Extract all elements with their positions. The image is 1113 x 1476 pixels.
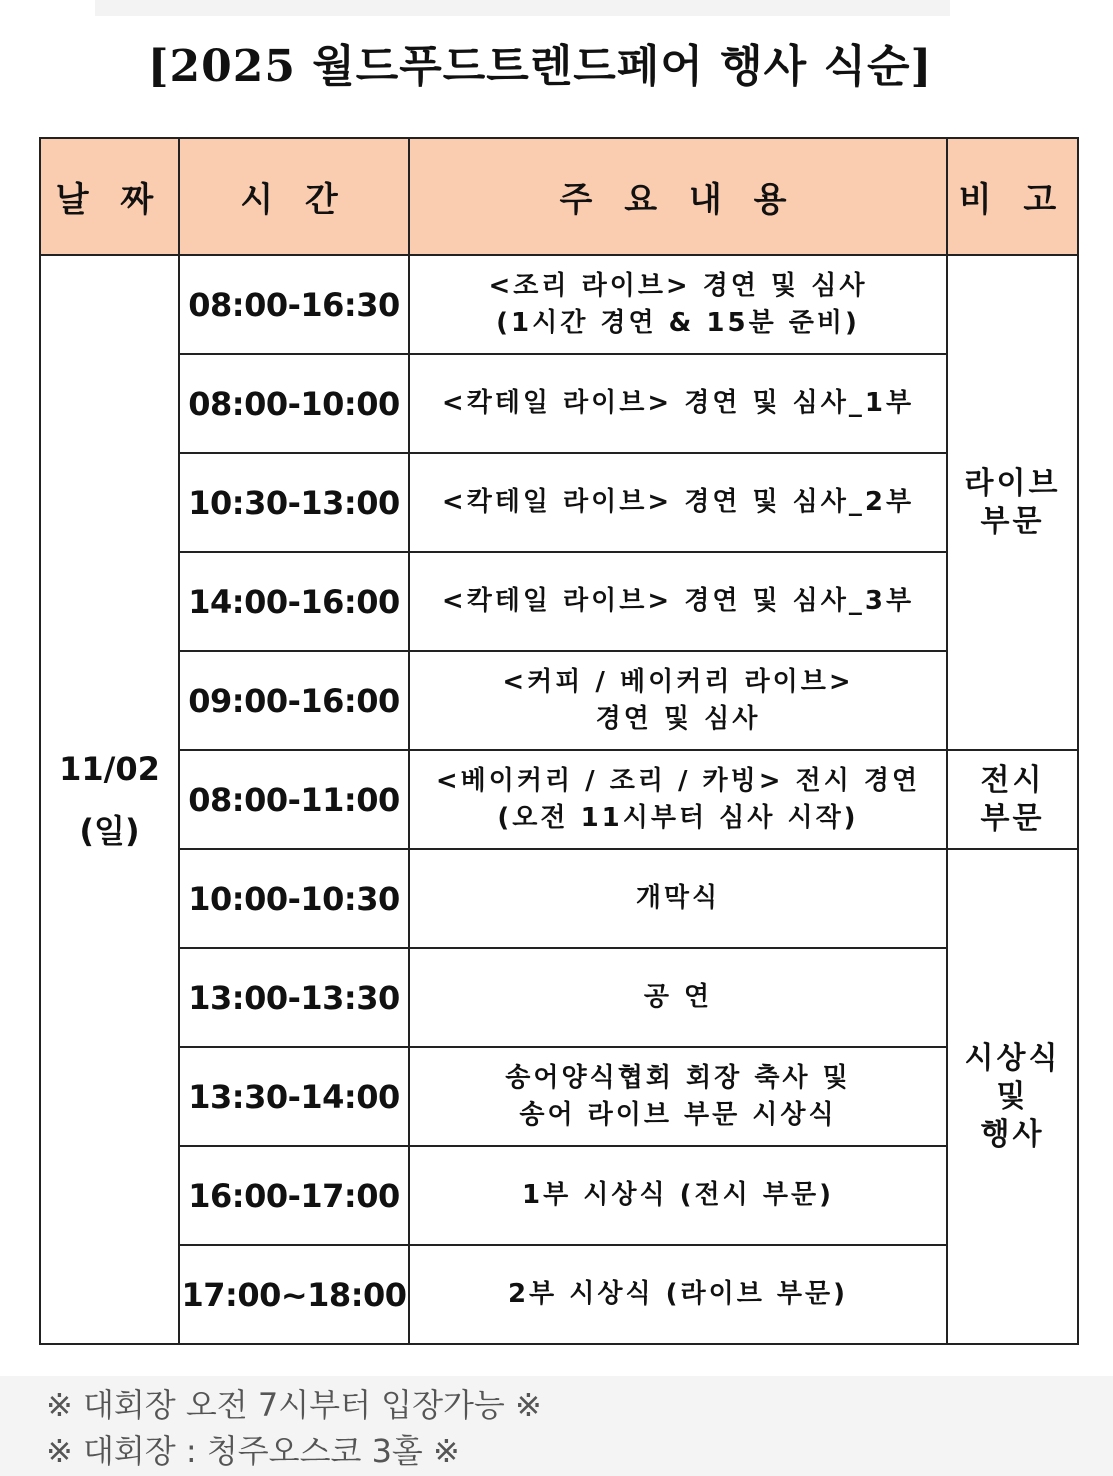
venue-notice: ※ 대회장 : 청주오스코 3홀 ※ bbox=[46, 1432, 460, 1470]
content-line: (1시간 경연 & 15분 준비) bbox=[496, 307, 860, 338]
note-line: 행사 bbox=[980, 1116, 1045, 1152]
weekday-value: (일) bbox=[79, 811, 140, 850]
header-time: 시 간 bbox=[179, 138, 409, 255]
table-row bbox=[40, 750, 1078, 849]
table-row bbox=[40, 1146, 1078, 1245]
content-line: <커피 / 베이커리 라이브> bbox=[502, 666, 854, 697]
table-row bbox=[40, 552, 1078, 651]
schedule-table bbox=[39, 137, 1079, 1345]
content-line: <칵테일 라이브> 경연 및 심사_1부 bbox=[441, 388, 915, 418]
content-cell bbox=[409, 849, 947, 948]
header-row bbox=[40, 138, 1078, 255]
content-line: (오전 11시부터 심사 시작) bbox=[497, 802, 859, 833]
content-line: 2부 시상식 (라이브 부문) bbox=[507, 1279, 849, 1309]
note-cell-live bbox=[947, 255, 1078, 750]
time-cell: 08:00-10:00 bbox=[179, 354, 409, 453]
table-row bbox=[40, 453, 1078, 552]
time-cell: 10:30-13:00 bbox=[179, 453, 409, 552]
top-strip bbox=[95, 0, 950, 16]
time-cell: 17:00~18:00 bbox=[179, 1245, 409, 1344]
date-cell bbox=[40, 255, 179, 1344]
content-cell bbox=[409, 255, 947, 354]
table-row bbox=[40, 1047, 1078, 1146]
note-line: 전시 bbox=[980, 762, 1045, 798]
note-line: 부문 bbox=[980, 800, 1045, 836]
note-line: 부문 bbox=[980, 503, 1045, 539]
content-cell bbox=[409, 948, 947, 1047]
content-line: 송어 라이브 부문 시상식 bbox=[519, 1099, 837, 1130]
entry-time-notice: ※ 대회장 오전 7시부터 입장가능 ※ bbox=[46, 1386, 542, 1424]
content-cell bbox=[409, 354, 947, 453]
table-row bbox=[40, 255, 1078, 354]
footer-notice bbox=[0, 1376, 1113, 1476]
content-cell bbox=[409, 651, 947, 750]
note-line: 시상식 bbox=[964, 1040, 1061, 1076]
time-cell: 08:00-16:30 bbox=[179, 255, 409, 354]
table-row bbox=[40, 948, 1078, 1047]
note-line: 라이브 bbox=[964, 465, 1061, 501]
table-row bbox=[40, 849, 1078, 948]
time-cell: 09:00-16:00 bbox=[179, 651, 409, 750]
header-date: 날 짜 bbox=[40, 138, 179, 255]
time-cell: 08:00-11:00 bbox=[179, 750, 409, 849]
content-line: <베이커리 / 조리 / 카빙> 전시 경연 bbox=[435, 765, 921, 796]
content-line: 경연 및 심사 bbox=[595, 703, 761, 734]
content-line: 개막식 bbox=[635, 883, 721, 913]
table-row bbox=[40, 354, 1078, 453]
header-content: 주 요 내 용 bbox=[409, 138, 947, 255]
content-line: <칵테일 라이브> 경연 및 심사_2부 bbox=[441, 487, 915, 517]
content-cell bbox=[409, 552, 947, 651]
time-cell: 13:00-13:30 bbox=[179, 948, 409, 1047]
table-row bbox=[40, 1245, 1078, 1344]
content-cell bbox=[409, 1146, 947, 1245]
content-cell bbox=[409, 1047, 947, 1146]
date-value: 11/02 bbox=[59, 749, 160, 788]
time-cell: 10:00-10:30 bbox=[179, 849, 409, 948]
time-cell: 16:00-17:00 bbox=[179, 1146, 409, 1245]
content-line: 1부 시상식 (전시 부문) bbox=[522, 1180, 834, 1210]
content-cell bbox=[409, 1245, 947, 1344]
content-cell bbox=[409, 750, 947, 849]
content-line: <조리 라이브> 경연 및 심사 bbox=[488, 270, 868, 301]
time-cell: 14:00-16:00 bbox=[179, 552, 409, 651]
content-line: 송어양식협회 회장 축사 및 bbox=[505, 1062, 851, 1093]
content-line: <칵테일 라이브> 경연 및 심사_3부 bbox=[441, 586, 915, 616]
note-cell-ceremony bbox=[947, 849, 1078, 1344]
header-note: 비 고 bbox=[947, 138, 1078, 255]
time-cell: 13:30-14:00 bbox=[179, 1047, 409, 1146]
content-cell bbox=[409, 453, 947, 552]
table-row bbox=[40, 651, 1078, 750]
note-cell-exhibit bbox=[947, 750, 1078, 849]
page-title: [2025 월드푸드트렌드페어 행사 식순] bbox=[147, 41, 933, 92]
content-line: 공 연 bbox=[643, 982, 713, 1012]
note-line: 및 bbox=[996, 1078, 1029, 1114]
